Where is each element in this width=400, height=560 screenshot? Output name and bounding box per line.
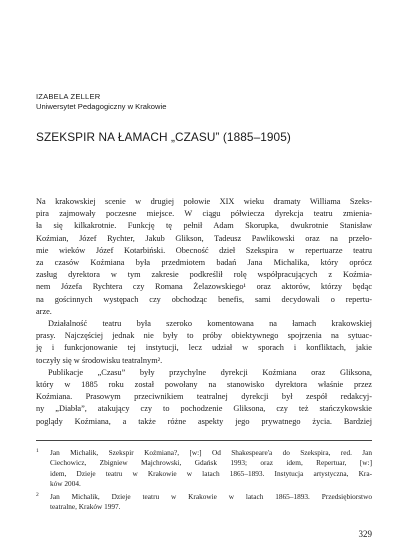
footnote-number: 2: [36, 491, 39, 498]
footnote-line: Ciechowicz, Zbigniew Majchrowski, Gdańsk 1993; oraz idem, Repertuar, [w:]: [50, 458, 372, 468]
article-title: SZEKSPIR NA ŁAMACH „CZASU” (1885–1905): [36, 130, 291, 144]
body-line: ła się kilkakrotnie. Funkcję tę pełnił Adam Skorupka, dwukrotnie Stanisław: [36, 221, 372, 231]
author-affiliation: Uniwersytet Pedagogiczny w Krakowie: [36, 102, 167, 111]
body-line: nem Józefa Rychtera czy Romana Żelazowskiego¹ oraz aktorów, którzy będąc: [36, 282, 372, 292]
footnote-line: ków 2004.: [50, 479, 81, 489]
footnote: [36, 448, 372, 490]
body-line: Działalność teatru była szeroko komentowana na łamach krakowskiej: [48, 319, 372, 329]
body-line: pira zajmowały poczesne miejsce. W ciągu półwiecza dyrekcja teatru zmienia-: [36, 209, 372, 219]
body-line: ję i funkcjonowanie tej instytucji, lecz udział w sporach i konfliktach, jakie: [36, 343, 372, 353]
body-line: ny „Diabła”, atakujący czy to pochodzenie Gliksona, czy też stańczykowskie: [36, 404, 372, 414]
footnote-number: 1: [36, 448, 39, 454]
body-line: zasług dyrektora w tym zakresie podkreślił rolę współpracujących z Koźmia-: [36, 270, 372, 280]
body-line: arze.: [36, 306, 52, 316]
body-line: poglądy Koźmiana, a także różne aspekty jego prywatnego życia. Bardziej: [36, 416, 372, 426]
body-line: prasy. Najczęściej jednak nie były to próby obiektywnego spojrzenia na sytuac-: [36, 331, 372, 341]
body-line: Publikacje „Czasu” były przychylne dyrekcji Koźmiana oraz Gliksona,: [48, 367, 372, 377]
footnote-line: teatralne, Kraków 1997.: [50, 502, 121, 512]
body-line: na gościnnych występach czy obchodząc benefis, sami decydowali o repertu-: [36, 294, 372, 304]
body-line: Koźmian, Józef Rychter, Jakub Glikson, Tadeusz Pawlikowski oraz na przeło-: [36, 233, 372, 243]
body-line: mie wieków Józef Kotarbiński. Obecność dzieł Szekspira w repertuarze teatru: [36, 245, 372, 255]
author-name: IZABELA ZELLER: [36, 92, 101, 101]
footnote-divider: [36, 440, 372, 441]
footnote-line: idem, Dzieje teatru w Krakowie w latach 1865–1893. Instytucja artystyczna, Kra-: [50, 468, 372, 478]
body-line: Koźmiana. Prasowym przeciwnikiem teatralnej dyrekcji był zespół redakcyj-: [36, 392, 372, 402]
body-line: Na krakowskiej scenie w drugiej połowie XIX wieku dramaty Williama Szeks-: [36, 197, 372, 206]
footnote: [36, 492, 372, 513]
article-body: [36, 196, 372, 428]
footnote-line: Jan Michalik, Dzieje teatru w Krakowie w latach 1865–1893. Przedsiębiorstwo: [50, 491, 372, 501]
footnote-line: Jan Michalik, Szekspir Koźmiana?, [w:] Od Shakespeare'a do Szekspira, red. Jan: [50, 448, 372, 457]
body-line: który w 1885 roku został powołany na stanowisko dyrektora właśnie przez: [36, 380, 372, 390]
footnotes: [36, 448, 372, 512]
body-line: toczyły się w środowisku teatralnym².: [36, 355, 163, 365]
body-line: za czasów Koźmiana była przedmiotem badań Jana Michalika, który oprócz: [36, 258, 372, 268]
page-number: 329: [358, 529, 372, 539]
